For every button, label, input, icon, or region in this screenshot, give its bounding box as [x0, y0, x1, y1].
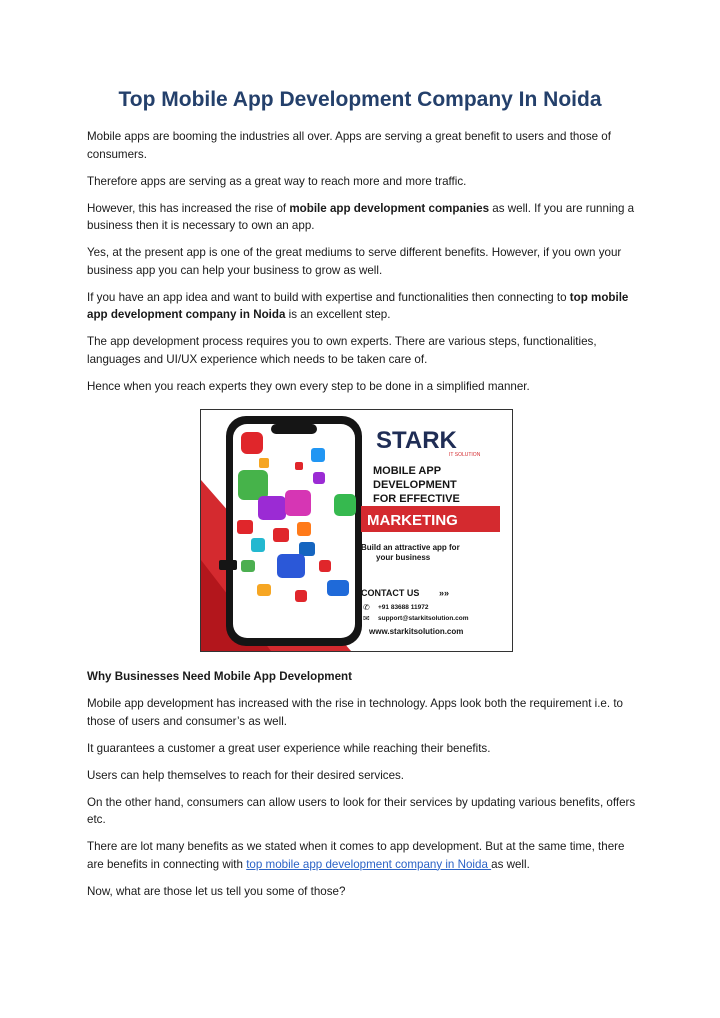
intro-section [87, 128, 637, 405]
paragraph-1: Mobile apps are booming the industries all over. Apps are serving a great benefit to users and those of consumers. [87, 130, 611, 161]
image-icon [285, 490, 311, 516]
cloud-icon [251, 538, 265, 552]
paragraph-5-text-c: is an excellent step. [285, 308, 391, 321]
paragraph-3-text-c: as well. If you are running a business then it is necessary to own an app. [87, 201, 635, 232]
mic-icon [313, 472, 325, 484]
paragraph-13: Now, what are those let us tell you some of those? [87, 884, 346, 898]
email-icon: ✉ [363, 614, 370, 623]
ribbon-text: MARKETING [367, 512, 458, 529]
paragraph-3-bold: mobile app development companies [289, 201, 490, 215]
paragraph-12 [87, 838, 637, 873]
tagline-line-1: Build an attractive app for [361, 543, 460, 552]
document-title: Top Mobile App Development Company In Noida [118, 88, 602, 111]
badge-icon [219, 560, 237, 570]
red-app-icon [319, 560, 331, 572]
paragraph-5 [87, 289, 637, 324]
banner-graphic [201, 410, 512, 651]
why-section [87, 668, 637, 910]
paragraph-4: Yes, at the present app is one of the great mediums to serve different benefits. However, if you own your business app you can help your business to grow as well. [87, 246, 622, 277]
heart-icon [295, 590, 307, 602]
company-link[interactable]: top mobile app development company in Noida [246, 857, 492, 871]
contact-website: www.starkitsolution.com [369, 627, 464, 636]
paragraph-6: The app development process requires you to own experts. There are various steps, functionalities, languages and UI/UX experience which needs to be taken care of. [87, 335, 597, 366]
bell-icon [241, 432, 263, 454]
paragraph-5-text-a: If you have an app idea and want to build with expertise and functionalities then connecting to [87, 290, 570, 304]
paragraph-12-text-a: There are lot many benefits as we stated when it comes to app development. But at the same time, there are benefits in connecting with [87, 840, 625, 871]
phone-notch [271, 424, 317, 434]
paragraph-7: Hence when you reach experts they own every step to be done in a simplified manner. [87, 379, 530, 393]
paragraph-8: Mobile app development has increased with the rise in technology. Apps look both the requirement i.e. to those of users and consumer’s as well. [87, 697, 623, 728]
contact-arrows-icon: »» [439, 588, 450, 598]
video-icon [237, 520, 253, 534]
banner-frame [200, 409, 513, 652]
contact-label: CONTACT US [361, 588, 420, 598]
banner-figure [200, 409, 513, 652]
wifi-icon [258, 496, 286, 520]
contact-phone: +91 83688 11972 [378, 604, 429, 611]
paragraph-3 [87, 200, 637, 235]
contact-email: support@starkitsolution.com [378, 615, 469, 622]
cloud-upload-icon [327, 580, 349, 596]
user-group-icon [334, 494, 356, 516]
chat-icon [238, 470, 268, 500]
paragraph-9: It guarantees a customer a great user experience while reaching their benefits. [87, 741, 491, 755]
chart-icon [299, 542, 315, 556]
phone-illustration [219, 416, 362, 646]
small-blue-icon [311, 448, 325, 462]
headline-line-3: FOR EFFECTIVE [373, 493, 460, 505]
orange-icon [297, 522, 311, 536]
logo-text: STARK [376, 427, 457, 454]
small-red-icon [295, 462, 303, 470]
green-icon [241, 560, 255, 572]
phone-icon: ✆ [363, 603, 370, 612]
paragraph-11: On the other hand, consumers can allow users to look for their services by updating various benefits, offers etc. [87, 795, 636, 826]
paragraph-5-bold: top mobile app development company in Noida [87, 290, 629, 321]
tagline-line-2: your business [376, 553, 431, 562]
paragraph-3-text-a: However, this has increased the rise of [87, 201, 290, 215]
globe-icon [277, 554, 305, 578]
paragraph-10: Users can help themselves to reach for their desired services. [87, 768, 405, 782]
paragraph-2: Therefore apps are serving as a great way to reach more and more traffic. [87, 174, 467, 188]
bulb-icon [257, 584, 271, 596]
paragraph-12-text-c: as well. [491, 857, 530, 871]
box-icon [273, 528, 289, 542]
logo-subtext: IT SOLUTION [449, 452, 481, 458]
section-heading: Why Businesses Need Mobile App Development [87, 670, 352, 683]
headline-line-1: MOBILE APP [373, 465, 442, 477]
small-app-icon [259, 458, 269, 468]
headline-line-2: DEVELOPMENT [373, 479, 457, 491]
